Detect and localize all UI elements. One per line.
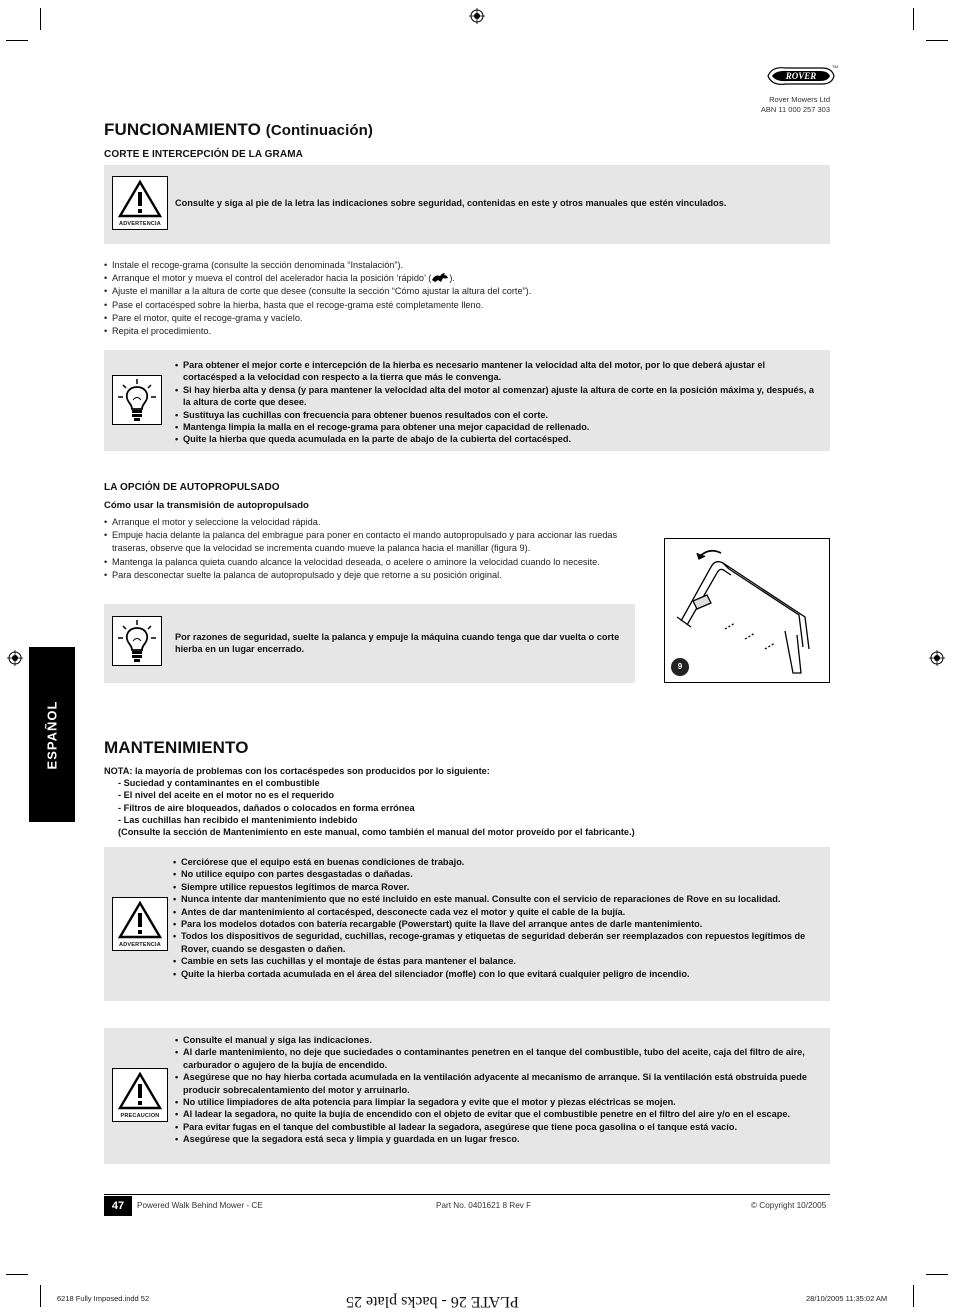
rabbit-icon [431, 272, 449, 283]
list-item: - Las cuchillas han recibido el mantenimiento indebido [118, 814, 358, 825]
footer-copyright: © Copyright 10/2005 [751, 1201, 827, 1210]
nota-label: NOTA [104, 766, 130, 776]
footer-rule [104, 1194, 830, 1195]
handle-illustration-icon [665, 539, 829, 682]
autopropulsado-steps-list [104, 516, 624, 582]
crop-mark [6, 40, 28, 41]
list-item: • Si hay hierba alta y densa (y para mantener la velocidad alta del motor al comenzar) ajuste la altura de corte en la posición máxima y, después, a la altura de corte que desee. [175, 384, 815, 409]
company-info [740, 95, 830, 115]
list-item: • Al ladear la segadora, no quite la bujía de encendido con el objeto de evitar que el combustible penetre en el filtro del aire y/o en el escape. [175, 1108, 818, 1120]
list-item: • Quite la hierba cortada acumulada en el área del silenciador (mofle) con lo que evitará cualquier peligro de incendio. [173, 968, 818, 980]
warning-icon [112, 897, 168, 951]
registration-mark-icon [7, 650, 23, 666]
corte-tips-list [175, 359, 815, 446]
caution-icon [112, 1068, 168, 1122]
crop-mark [6, 1274, 28, 1275]
nota [104, 765, 804, 838]
slug-date: 28/10/2005 11:35:02 AM [806, 1294, 888, 1303]
list-item: • Pare el motor, quite el recoge-grama y vacíelo. [104, 312, 664, 325]
list-item: • Asegúrese que no hay hierba cortada acumulada en la ventilación adyacente al mecanismo de arranque. Si la ventilación está obstruida puede producir sobrecalentamiento del motor y arruinarlo. [175, 1071, 818, 1096]
caution-label: PRECAUCION [120, 1113, 160, 1119]
figure-number: 9 [671, 658, 689, 676]
page-number: 47 [104, 1196, 132, 1216]
footer-product: Powered Walk Behind Mower - CE [137, 1201, 263, 1210]
section-heading-corte: CORTE E INTERCEPCIÓN DE LA GRAMA [104, 149, 303, 160]
title-main: FUNCIONAMIENTO [104, 120, 261, 139]
registration-mark-icon [929, 650, 945, 666]
nota-text: : la mayoría de problemas con los cortacéspedes son producidos por lo siguiente: [129, 766, 490, 776]
list-item: • Mantenga limpia la malla en el recoge-grama para obtener una mejor capacidad de rellenado. [175, 421, 815, 433]
list-item: • Siempre utilice repuestos legítimos de marca Rover. [173, 881, 818, 893]
list-item: • Al darle mantenimiento, no deje que suciedades o contaminantes penetren en el tanque del combustible, tubo del aceite, caja del filtro de aire, carburador o agujero de la bujía de encendido. [175, 1046, 818, 1071]
corte-steps-list [104, 259, 664, 338]
crop-mark [913, 1285, 914, 1307]
list-item: • Cerciórese que el equipo está en buenas condiciones de trabajo. [173, 856, 818, 868]
warning-icon [112, 176, 168, 230]
section-heading-mantenimiento: MANTENIMIENTO [104, 738, 249, 757]
list-item: • Sustituya las cuchillas con frecuencia para obtener buenos resultados con el corte. [175, 409, 815, 421]
list-item: • Consulte el manual y siga las indicaciones. [175, 1034, 818, 1046]
warning-text: Consulte y siga al pie de la letra las indicaciones sobre seguridad, contenidas en este y otros manuales que estén vinculados. [175, 198, 727, 208]
autopropulsado-tip-text: Por razones de seguridad, suelte la palanca y empuje la máquina cuando tenga que dar vuelta o corte hierba en un lugar encerrado. [175, 632, 620, 655]
list-item: • Arranque el motor y seleccione la velocidad rápida. [104, 516, 624, 529]
list-item: • Repita el procedimiento. [104, 325, 664, 338]
crop-mark [40, 8, 41, 30]
list-item: • Para evitar fugas en el tanque del combustible al ladear la segadora, asegúrese que tiene poca gasolina o el tanque está vacío. [175, 1121, 818, 1133]
list-item: • Antes de dar mantenimiento al cortacésped, desconecte cada vez el motor y quite el cable de la bujía. [173, 906, 818, 918]
list-item: • Quite la hierba que queda acumulada en la parte de abajo de la cubierta del cortacésped. [175, 433, 815, 445]
section-heading-autopropulsado: LA OPCIÓN DE AUTOPROPULSADO [104, 482, 280, 493]
company-name: Rover Mowers Ltd [769, 95, 830, 104]
crop-mark [926, 40, 948, 41]
page-title [104, 120, 373, 140]
figure-9 [664, 538, 830, 683]
list-item: • Nunca intente dar mantenimiento que no esté incluido en este manual. Consulte con el servicio de reparaciones de Rove en su localidad. [173, 893, 818, 905]
registration-mark-icon [469, 8, 485, 24]
consult-note: (Consulte la sección de Mantenimiento en este manual, como también el manual del motor proveído por el fabricante.) [118, 827, 635, 838]
list-item: • Para obtener el mejor corte e intercepción de la hierba es necesario mantener la velocidad alta del motor, por lo que deberá ajustar el cortacésped a la velocidad con respecto a la tierra que más le convenga. [175, 359, 815, 384]
warning-label: ADVERTENCIA [119, 221, 161, 227]
list-item: - Suciedad y contaminantes en el combustible [118, 778, 320, 789]
subheading-transmision: Cómo usar la transmisión de autopropulsado [104, 500, 309, 511]
list-item: • No utilice equipo con partes desgastadas o dañadas. [173, 868, 818, 880]
list-item: • Para desconectar suelte la palanca de autopropulsado y deje que retorne a su posición original. [104, 569, 624, 582]
list-item: - Filtros de aire bloqueados, dañados o colocados en forma errónea [118, 802, 415, 813]
list-item: • Todos los dispositivos de seguridad, cuchillas, recoge-gramas y etiquetas de seguridad deberán ser reemplazados con repuestos legítimos de Rover, cuando se desgasten o dañen. [173, 930, 818, 955]
list-item: • Asegúrese que la segadora está seca y limpia y guardada en un lugar fresco. [175, 1133, 818, 1145]
language-tab-label: ESPAÑOL [44, 700, 60, 769]
list-item [104, 272, 664, 285]
causes-list [104, 777, 804, 838]
list-item: • Empuje hacia delante la palanca del embrague para poner en contacto el mando autopropulsado y para accionar las ruedas traseras, observe que la velocidad se incrementa cuando mueve la palanca hacia el manillar (figura 9). [104, 529, 624, 555]
list-item: • Ajuste el manillar a la altura de corte que desee (consulte la sección “Cómo ajustar la altura del corte”). [104, 285, 664, 298]
lightbulb-icon [112, 375, 162, 425]
list-item: • Pase el cortacésped sobre la hierba, hasta que el recoge-grama esté completamente lleno. [104, 299, 664, 312]
company-abn: ABN 11 000 257 303 [760, 105, 830, 114]
plate-label: PLATE 26 - backs plate 25 [346, 1293, 519, 1310]
step-text-suffix: ). [449, 273, 455, 284]
list-item: • Mantenga la palanca quieta cuando alcance la velocidad deseada, o acelere o aminore la velocidad cuando lo necesite. [104, 556, 624, 569]
svg-text:TM: TM [832, 64, 838, 69]
list-item: • Para los modelos dotados con batería recargable (Powerstart) quite la llave del arranque antes de darle mantenimiento. [173, 918, 818, 930]
logo-text: ROVER [785, 71, 817, 81]
crop-mark [926, 1274, 948, 1275]
title-continued: (Continuación) [265, 122, 373, 139]
footer-part-number: Part No. 0401621 8 Rev F [436, 1201, 532, 1210]
slug-file: 6218 Fully Imposed.indd 52 [57, 1294, 150, 1303]
crop-mark [913, 8, 914, 30]
list-item: • Instale el recoge-grama (consulte la sección denominada “Instalación”). [104, 259, 664, 272]
step-text: Arranque el motor y mueva el control del acelerador hacia la posición ‘rápido’ ( [112, 273, 432, 284]
lightbulb-icon [112, 616, 162, 666]
list-item: - El nivel del aceite en el motor no es el requerido [118, 790, 334, 801]
crop-mark [40, 1285, 41, 1307]
maintenance-warnings-list [173, 856, 818, 980]
language-tab [29, 647, 75, 822]
rover-logo [766, 64, 836, 88]
maintenance-cautions-list [175, 1034, 818, 1146]
list-item: • No utilice limpiadores de alta potencia para limpiar la segadora y evite que el motor y piezas eléctricas se mojen. [175, 1096, 818, 1108]
list-item: • Cambie en sets las cuchillas y el montaje de éstas para mantener el balance. [173, 955, 818, 967]
warning-label: ADVERTENCIA [119, 942, 161, 948]
